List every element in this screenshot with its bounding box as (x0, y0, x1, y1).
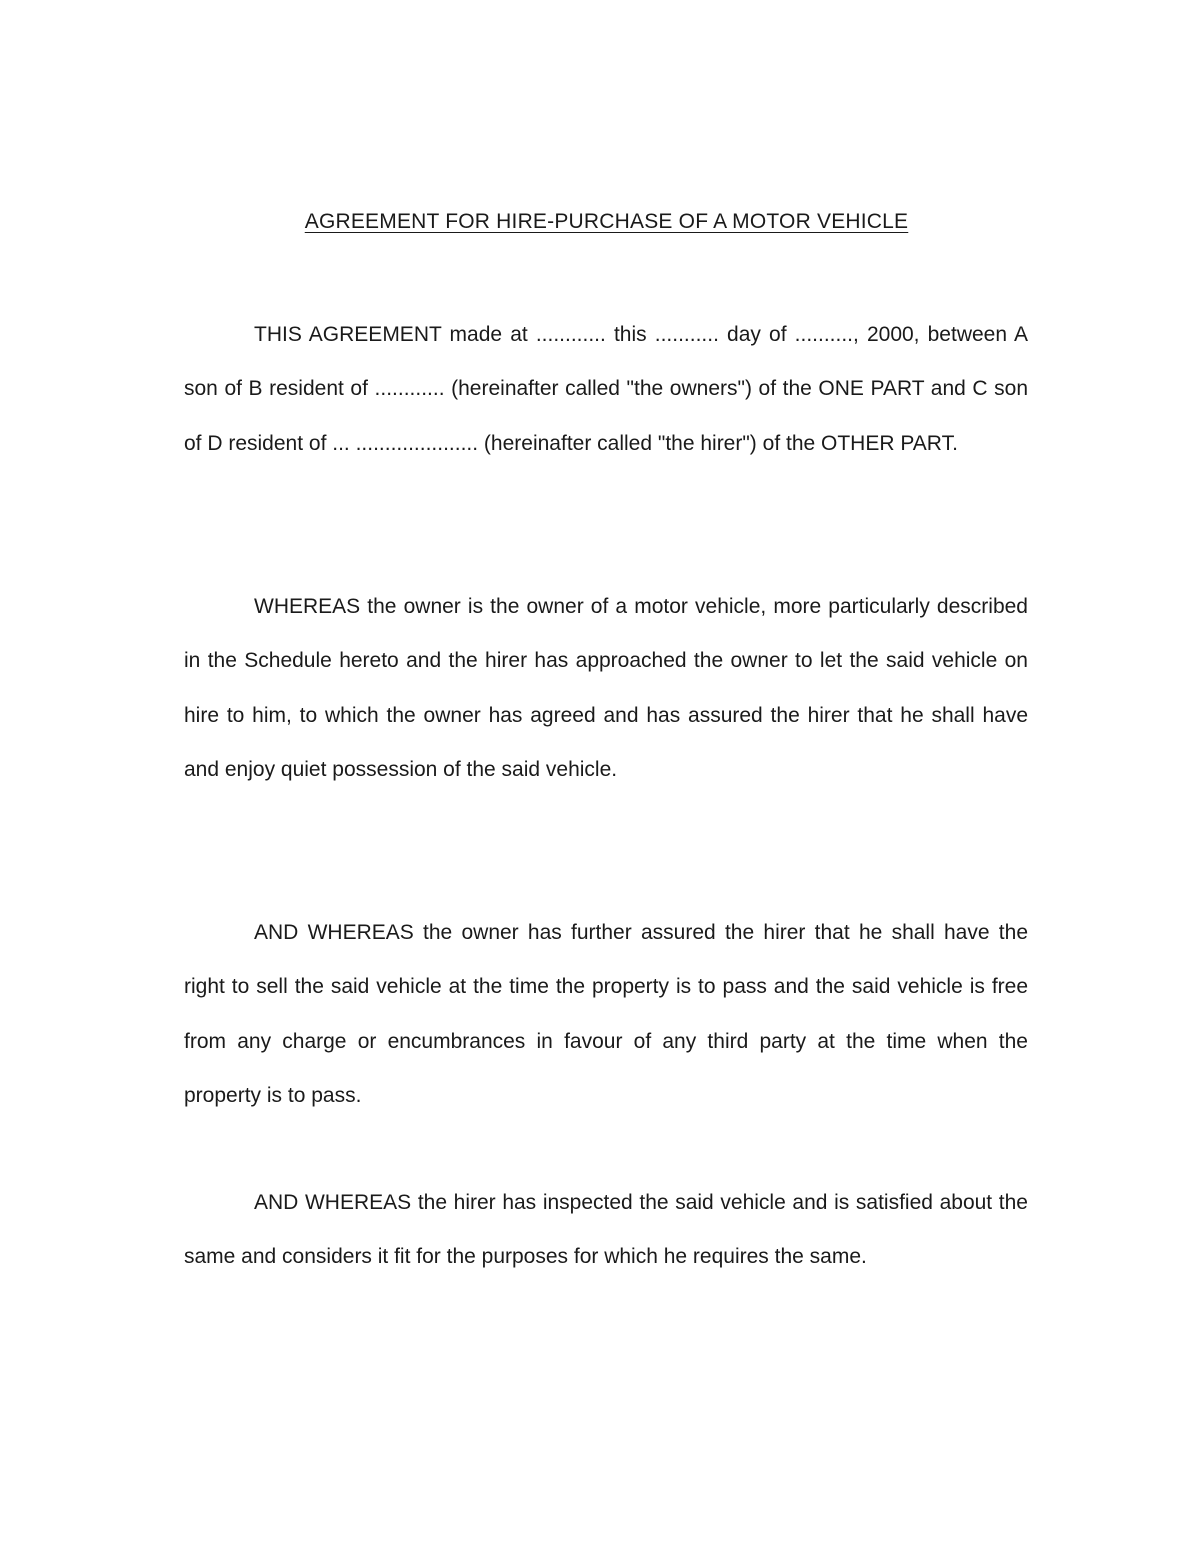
paragraph-whereas-owner: WHEREAS the owner is the owner of a motor vehicle, more particularly described in the Schedule hereto and the hirer has approached the owner to let the said vehicle on hire to him, to which the owner has agreed and has assured the hirer that he shall have and enjoy quiet possession of the said vehicle. (184, 595, 1028, 781)
paragraph-whereas-right-to-sell: AND WHEREAS the owner has further assured the hirer that he shall have the right to sell the said vehicle at the time the property is to pass and the said vehicle is free from any charge or encumbrances in favour of any third party at the time when the property is to pass. (184, 921, 1028, 1107)
paragraph-whereas-inspection: AND WHEREAS the hirer has inspected the said vehicle and is satisfied about the same and considers it fit for the purposes for which he requires the same. (184, 1191, 1028, 1269)
paragraph-parties: THIS AGREEMENT made at ............ this ........... day of .........., 2000, between A son of B resident of ............ (hereinafter called "the owners") of the ONE PART and C son of D resident of ... ..................... (hereinafter called "the hirer") of the OTHER PART. (184, 323, 1028, 455)
document-title: AGREEMENT FOR HIRE-PURCHASE OF A MOTOR VEHICLE (304, 210, 909, 233)
